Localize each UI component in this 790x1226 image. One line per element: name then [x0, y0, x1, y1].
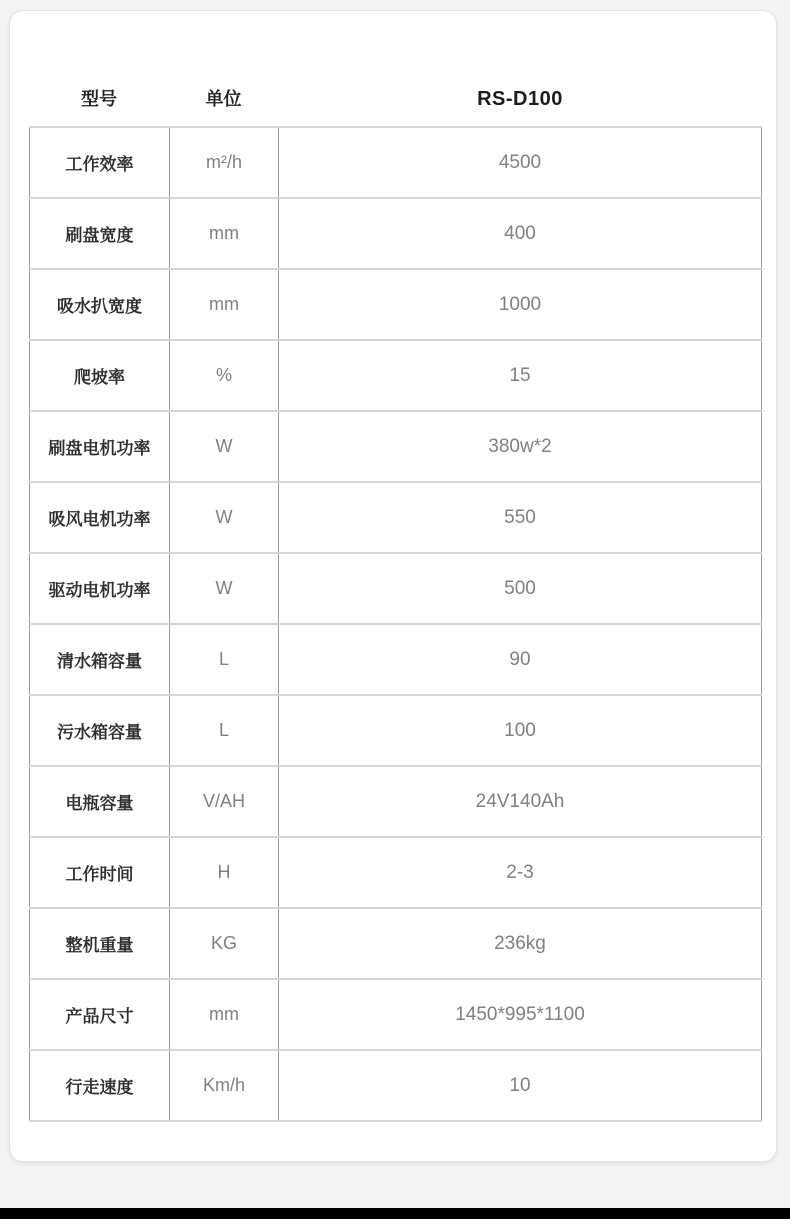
spec-label-cell: 刷盘宽度: [30, 198, 170, 269]
spec-label-cell: 行走速度: [30, 1050, 170, 1121]
spec-unit-cell: m²/h: [170, 127, 279, 198]
spec-table: [29, 126, 762, 1122]
spec-unit-cell: mm: [170, 198, 279, 269]
spec-label-cell: 工作效率: [30, 127, 170, 198]
spec-value-cell: 2-3: [279, 837, 762, 908]
header-model-label: 型号: [81, 89, 117, 109]
spec-label-cell: 整机重量: [30, 908, 170, 979]
spec-value-cell: 236kg: [279, 908, 762, 979]
spec-unit-cell: V/AH: [170, 766, 279, 837]
spec-value-cell: 4500: [279, 127, 762, 198]
spec-label-cell: 刷盘电机功率: [30, 411, 170, 482]
spec-value-cell: 550: [279, 482, 762, 553]
spec-label-cell: 爬坡率: [30, 340, 170, 411]
spec-unit-cell: %: [170, 340, 279, 411]
spec-value-cell: 100: [279, 695, 762, 766]
spec-unit-cell: Km/h: [170, 1050, 279, 1121]
table-row: [30, 340, 762, 411]
spec-unit-cell: H: [170, 837, 279, 908]
table-row: [30, 482, 762, 553]
spec-label-cell: 吸水扒宽度: [30, 269, 170, 340]
spec-label-cell: 吸风电机功率: [30, 482, 170, 553]
spec-table-header: [29, 79, 762, 119]
header-unit-label: 单位: [205, 89, 242, 109]
spec-value-cell: 90: [279, 624, 762, 695]
table-row: [30, 837, 762, 908]
spec-unit-cell: W: [170, 482, 279, 553]
table-row: [30, 1050, 762, 1121]
table-row: [30, 695, 762, 766]
table-row: [30, 624, 762, 695]
spec-label-cell: 产品尺寸: [30, 979, 170, 1050]
spec-value-cell: 400: [279, 198, 762, 269]
spec-unit-cell: W: [170, 553, 279, 624]
spec-value-cell: 1450*995*1100: [279, 979, 762, 1050]
spec-value-cell: 1000: [279, 269, 762, 340]
spec-unit-cell: mm: [170, 979, 279, 1050]
spec-unit-cell: mm: [170, 269, 279, 340]
spec-value-cell: 24V140Ah: [279, 766, 762, 837]
spec-label-cell: 工作时间: [30, 837, 170, 908]
spec-unit-cell: L: [170, 624, 279, 695]
spec-value-cell: 10: [279, 1050, 762, 1121]
table-row: [30, 198, 762, 269]
spec-label-cell: 电瓶容量: [30, 766, 170, 837]
spec-table-body: [30, 127, 762, 1121]
spec-value-cell: 500: [279, 553, 762, 624]
header-model-value: RS-D100: [477, 88, 563, 110]
spec-unit-cell: KG: [170, 908, 279, 979]
spec-unit-cell: W: [170, 411, 279, 482]
table-row: [30, 766, 762, 837]
table-row: [30, 908, 762, 979]
bottom-black-bar: [0, 1208, 790, 1219]
table-row: [30, 979, 762, 1050]
table-row: [30, 269, 762, 340]
spec-label-cell: 驱动电机功率: [30, 553, 170, 624]
spec-value-cell: 380w*2: [279, 411, 762, 482]
spec-label-cell: 污水箱容量: [30, 695, 170, 766]
spec-value-cell: 15: [279, 340, 762, 411]
spec-label-cell: 清水箱容量: [30, 624, 170, 695]
table-row: [30, 553, 762, 624]
spec-unit-cell: L: [170, 695, 279, 766]
table-row: [30, 127, 762, 198]
spec-card: [9, 10, 777, 1162]
table-row: [30, 411, 762, 482]
